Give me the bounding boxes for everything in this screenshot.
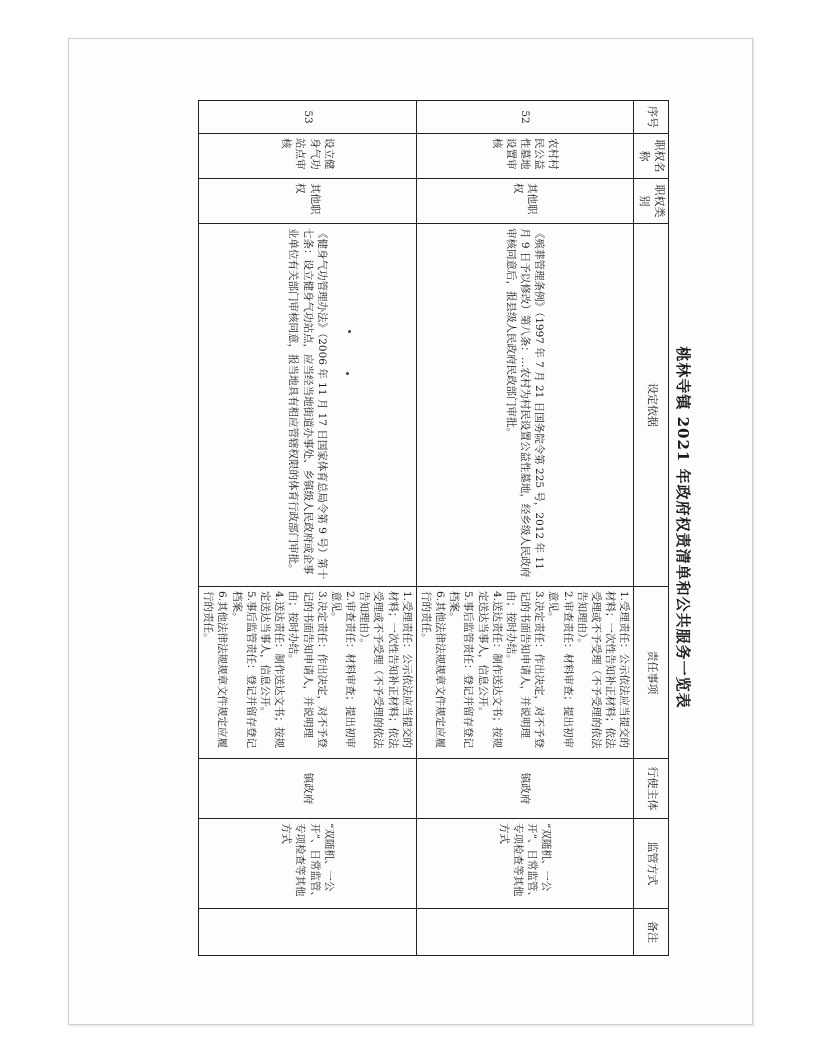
duty-item: 4.送达责任：制作送达文书；按规定送达当事人，信息公开。 [259, 591, 286, 749]
header-name: 职权名称 [634, 134, 669, 179]
row-supervision: “双随机、一公开”、日常监管、专项检查等其他方式 [416, 819, 634, 909]
row-subject: 镇政府 [199, 759, 417, 819]
duty-item: 1.受理责任：公示依法应当提交的材料；一次性告知补正材料；依法受理或不予受理（不予受理的依法告知理由）。 [575, 591, 631, 749]
landscape-content [202, 100, 695, 955]
duty-item: 3.决定责任：作出决定，对不予登记的书面告知申请人，并说明理由；按时办结。 [504, 591, 546, 749]
duty-item: 6.其他法律法规规章文件规定应履行的责任。 [419, 591, 447, 749]
header-basis: 设定依据 [634, 224, 669, 587]
document-title: 桃林寺镇 2021 年政府权责清单和公共服务一览表 [674, 346, 692, 709]
duty-item: 6.其他法律法规规章文件规定应履行的责任。 [202, 591, 229, 749]
duty-item: 5.事后监管责任：登记并留存登记档案。 [230, 591, 257, 749]
header-supervision: 监管方式 [634, 819, 669, 909]
row-supervision: “双随机、一公开”、日常监管、专项检查等其他方式 [199, 819, 417, 909]
row-remark [199, 909, 417, 956]
table-header-row [634, 101, 669, 956]
row-type: 其他职权 [416, 179, 634, 224]
header-type: 职权类别 [634, 179, 669, 224]
duty-item: 1.受理责任：公示依法应当提交的材料；一次性告知补正材料；依法受理或不予受理（不予受理的依法告知理由）。 [358, 591, 413, 749]
header-seq: 序号 [634, 101, 669, 134]
power-list-table [198, 100, 669, 956]
row-seq: 53 [199, 101, 417, 134]
row-remark [416, 909, 634, 956]
header-remark: 备注 [634, 909, 669, 956]
duty-item: 2.审查责任：材料审查；提出初审意见。 [547, 591, 574, 749]
table-row [416, 101, 634, 956]
duty-item: 2.审查责任：材料审查；提出初审意见。 [329, 591, 357, 749]
table-row [199, 101, 417, 956]
header-duty: 责任事项 [634, 587, 669, 759]
row-subject: 镇政府 [416, 759, 634, 819]
duty-item: 3.决定责任：作出决定，对不予登记的书面告知申请人，并说明理由；按时办结。 [287, 591, 328, 749]
row-duty [199, 587, 417, 759]
duty-item: 4.送达责任：制作送达文书；按规定送达当事人，信息公开。 [476, 591, 503, 749]
row-type: 其他职权 [199, 179, 417, 224]
row-basis: 《殡葬管理条例》（1997 年 7 月 21 日国务院令第 225 号，2012 年 11 月 9 日予以修改）第八条：…农村为村民设置公益性墓地，经乡级人民政府审核同意后，报县级人民政府民政部门审批。 [416, 224, 634, 587]
row-duty [416, 587, 634, 759]
row-name: 农村村民公益性墓地设置审核 [416, 134, 634, 179]
row-name: 设立健身气功站点审核 [199, 134, 417, 179]
header-subject: 行使主体 [634, 759, 669, 819]
row-seq: 52 [416, 101, 634, 134]
duty-item: 5.事后监管责任：登记并留存登记档案。 [448, 591, 475, 749]
row-basis: 《健身气功管理办法》（2006 年 11 月 17 日国家体育总局令第 9 号）第十七条：设立健身气功站点，应当经当地街道办事处、乡镇级人民政府或企事业单位有关部门审核同意，报当地具有相应管辖权限的体育行政部门审批。 [199, 224, 417, 587]
rotated-sheet [202, 100, 695, 955]
